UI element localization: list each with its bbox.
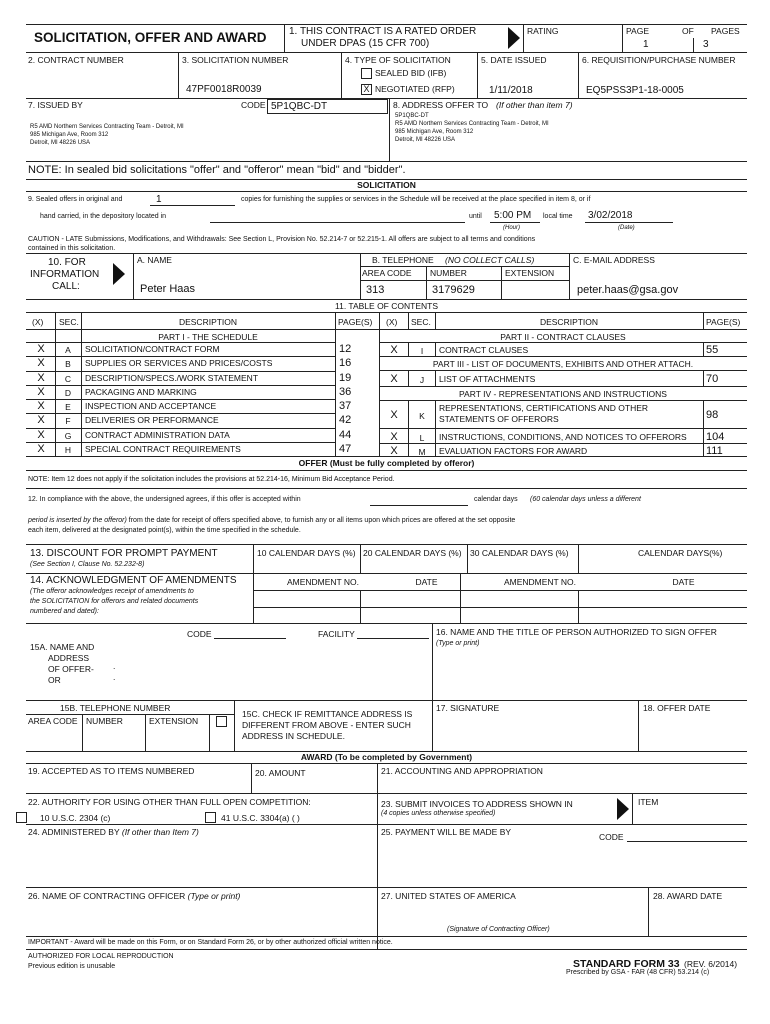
item22-41usc-checkbox[interactable] (205, 812, 216, 823)
toc-row-m-sec: M (418, 447, 426, 457)
item15c-line3: ADDRESS IN SCHEDULE. (242, 731, 345, 741)
code-label: CODE (187, 629, 212, 639)
toc-row-desc: DESCRIPTION/SPECS./WORK STATEMENT (85, 373, 259, 383)
footer-authorized: AUTHORIZED FOR LOCAL REPRODUCTION (28, 953, 174, 960)
date-caption: (Date) (618, 225, 635, 231)
item12-b-note: (60 calendar days unless a different (530, 496, 641, 503)
contact-name: Peter Haas (140, 283, 196, 295)
arrow-right-icon (617, 798, 629, 820)
item15b-area-code: AREA CODE (28, 716, 78, 726)
item18-label: 18. OFFER DATE (643, 703, 711, 713)
toc-row-desc: DELIVERIES OR PERFORMANCE (85, 415, 219, 425)
item15b-extension: EXTENSION (149, 716, 199, 726)
item14-note1: (The offeror acknowledges receipt of amendments to (30, 588, 194, 595)
contract-number-label: 2. CONTRACT NUMBER (28, 55, 124, 65)
extension-label: EXTENSION (505, 268, 555, 278)
item22-10usc: 10 U.S.C. 2304 (c) (40, 813, 111, 823)
item14-note2: the SOLICITATION for offerors and related documents (30, 598, 199, 605)
item23-a: 23. SUBMIT INVOICES TO ADDRESS SHOWN IN (381, 799, 573, 809)
toc-row-desc: PACKAGING AND MARKING (85, 387, 197, 397)
toc-row-mark: X (37, 429, 45, 441)
hour-caption: (Hour) (503, 225, 521, 231)
toc-col-sec-left: SEC. (59, 317, 79, 327)
toc-row-m-page: 111 (706, 445, 723, 457)
issued-by-code: 5P1QBC-DT (267, 99, 388, 114)
item14-label: 14. ACKNOWLEDGMENT OF AMENDMENTS (30, 575, 237, 586)
toc-row-sec: F (65, 416, 71, 426)
item24-label: 24. ADMINISTERED BY (If other than Item 7) (28, 827, 199, 837)
of-label: OF (682, 26, 694, 36)
item25-code-label: CODE (599, 832, 624, 842)
item12-b: calendar days (474, 496, 518, 503)
toc-row-k-page: 98 (706, 409, 719, 421)
toc-row-mark: X (37, 414, 45, 426)
toc-part2: PART II - CONTRACT CLAUSES (500, 332, 626, 342)
requisition-label: 6. REQUISITION/PURCHASE NUMBER (582, 55, 736, 65)
item25-label: 25. PAYMENT WILL BE MADE BY (381, 827, 512, 837)
toc-row-i-mark: X (390, 344, 398, 356)
toc-row-i-page: 55 (706, 344, 719, 356)
item15a-line4: OR (48, 675, 61, 685)
toc-row-page: 42 (339, 414, 352, 426)
item15c-line1: 15C. CHECK IF REMITTANCE ADDRESS IS (242, 709, 413, 719)
toc-row-m-mark: X (390, 445, 398, 457)
solicitation-number-label: 3. SOLICITATION NUMBER (182, 55, 289, 65)
discount-20-days: 20 CALENDAR DAYS (%) (363, 548, 462, 558)
item17-label: 17. SIGNATURE (436, 703, 500, 713)
item16-label: 16. NAME AND THE TITLE OF PERSON AUTHORIZED TO SIGN OFFER (436, 627, 717, 637)
item13-note: (See Section I, Clause No. 52.232-8) (30, 561, 145, 568)
toc-heading: 11. TABLE OF CONTENTS (335, 301, 438, 311)
toc-col-x-left: (X) (32, 317, 44, 327)
rated-order-line2: UNDER DPAS (15 CFR 700) (301, 38, 430, 49)
page-label: PAGE (626, 26, 649, 36)
email-label: C. E-MAIL ADDRESS (573, 255, 655, 265)
toc-row-k-sec: K (419, 411, 425, 421)
item22-41usc: 41 U.S.C. 3304(a) ( ) (221, 813, 300, 823)
amendment-date-header-2: DATE (672, 577, 695, 587)
toc-row-page: 37 (339, 400, 352, 412)
toc-row-j-sec: J (419, 375, 425, 385)
toc-part1: PART I - THE SCHEDULE (158, 332, 258, 342)
toc-row-mark: X (37, 357, 45, 369)
pages-label: PAGES (711, 26, 740, 36)
toc-row-i-sec: I (420, 346, 424, 356)
toc-row-page: 12 (339, 343, 352, 355)
area-code-label: AREA CODE (362, 268, 412, 278)
toc-col-pages-left: PAGE(S) (338, 317, 373, 327)
toc-row-mark: X (37, 386, 45, 398)
footer-form-name: STANDARD FORM 33 (REV. 6/2014) (573, 958, 738, 970)
address-offer-line2: R5 AMD Northern Services Contracting Team - Detroit, MI (395, 121, 549, 127)
toc-row-j-desc: LIST OF ATTACHMENTS (439, 374, 536, 384)
toc-row-j-mark: X (390, 373, 398, 385)
solicitation-heading: SOLICITATION (357, 180, 416, 190)
toc-row-desc: CONTRACT ADMINISTRATION DATA (85, 430, 230, 440)
toc-row-l-mark: X (390, 431, 398, 443)
toc-col-desc-left: DESCRIPTION (178, 317, 238, 327)
item9-copies: 1 (156, 194, 162, 205)
issued-by-label: 7. ISSUED BY (28, 100, 83, 110)
item9-date: 3/02/2018 (588, 210, 633, 221)
toc-row-mark: X (37, 372, 45, 384)
item28-label: 28. AWARD DATE (653, 891, 723, 901)
form-title: SOLICITATION, OFFER AND AWARD (34, 30, 267, 45)
solicitation-number: 47PF0018R0039 (186, 84, 262, 95)
area-code: 313 (366, 284, 385, 296)
negotiated-label: NEGOTIATED (RFP) (375, 84, 455, 94)
toc-row-l-desc: INSTRUCTIONS, CONDITIONS, AND NOTICES TO OFFERORS (439, 432, 687, 442)
footer-previous: Previous edition is unusable (28, 963, 116, 970)
remittance-checkbox[interactable] (216, 716, 227, 727)
facility-label: FACILITY (318, 629, 355, 639)
item27-label: 27. UNITED STATES OF AMERICA (381, 891, 516, 901)
toc-row-sec: C (64, 374, 72, 384)
item15a-line3: OF OFFER- (48, 664, 94, 674)
toc-row-j-page: 70 (706, 373, 719, 385)
item10-label-1: 10. FOR (48, 257, 86, 268)
item22-label: 22. AUTHORITY FOR USING OTHER THAN FULL OPEN COMPETITION: (28, 797, 311, 807)
toc-row-page: 36 (339, 386, 352, 398)
item12-a: 12. In compliance with the above, the undersigned agrees, if this offer is accepted within (28, 496, 301, 503)
toc-row-mark: X (37, 343, 45, 355)
toc-part3: PART III - LIST OF DOCUMENTS, EXHIBITS AND OTHER ATTACH. (432, 359, 694, 369)
bid-note: NOTE: In sealed bid solicitations "offer" and "offeror" mean "bid" and "bidder". (28, 164, 406, 176)
toc-row-sec: G (64, 431, 72, 441)
item10-label-3: CALL: (52, 281, 80, 292)
toc-row-page: 44 (339, 429, 352, 441)
item15b-number: NUMBER (86, 716, 123, 726)
toc-col-desc-right: DESCRIPTION (539, 317, 599, 327)
item15a-dot1: . (113, 661, 116, 671)
item9-text-c: hand carried, in the depository located in (40, 213, 167, 220)
item15b-label: 15B. TELEPHONE NUMBER (60, 703, 171, 713)
toc-row-sec: B (65, 359, 71, 369)
toc-col-sec-right: SEC. (411, 317, 431, 327)
item9-until: until (469, 213, 482, 220)
date-issued: 1/11/2018 (489, 85, 533, 96)
item21-label: 21. ACCOUNTING AND APPROPRIATION (381, 766, 543, 776)
item26-label: 26. NAME OF CONTRACTING OFFICER (Type or print) (28, 891, 241, 901)
name-label: A. NAME (137, 255, 172, 265)
discount-30-days: 30 CALENDAR DAYS (%) (470, 548, 569, 558)
address-offer-line3: 985 Michigan Ave, Room 312 (395, 129, 474, 135)
item9-local-time: local time (543, 213, 573, 220)
item22-10usc-checkbox[interactable] (16, 812, 27, 823)
footer-important: IMPORTANT - Award will be made on this Form, or on Standard Form 26, or by other authorized official written notice. (28, 939, 393, 946)
award-heading: AWARD (To be completed by Government) (300, 752, 473, 762)
item27-signature-caption: (Signature of Contracting Officer) (447, 926, 550, 933)
item15a-dot2: . (113, 672, 116, 682)
address-offer-line4: Detroit, MI 48226 USA (395, 137, 456, 143)
arrow-right-icon (508, 27, 520, 49)
item13-label: 13. DISCOUNT FOR PROMPT PAYMENT (30, 548, 218, 559)
item9-time: 5:00 PM (494, 210, 532, 221)
sealed-bid-label: SEALED BID (IFB) (375, 68, 447, 78)
footer-prescribed: Prescribed by GSA - FAR (48 CFR) 53.214 (c) (566, 969, 710, 976)
arrow-right-icon (113, 263, 125, 285)
toc-row-mark: X (37, 443, 45, 455)
negotiated-checkbox[interactable]: X (361, 84, 372, 95)
toc-row-page: 19 (339, 372, 352, 384)
address-offer-label: 8. ADDRESS OFFER TO (393, 100, 489, 110)
address-offer-line1: 5P1QBC-DT (395, 113, 429, 119)
toc-col-x-right: (X) (386, 317, 398, 327)
item20-label: 20. AMOUNT (255, 768, 306, 778)
toc-row-k-mark: X (390, 409, 398, 421)
item14-note3: numbered and dated): (30, 608, 99, 615)
telephone-label: B. TELEPHONE (372, 255, 434, 265)
toc-row-m-desc: EVALUATION FACTORS FOR AWARD (439, 446, 588, 456)
issued-by-line3: Detroit, MI 48226 USA (30, 140, 91, 146)
amendment-no-header-1: AMENDMENT NO. (286, 577, 360, 587)
amendment-no-header-2: AMENDMENT NO. (503, 577, 577, 587)
toc-row-i-desc: CONTRACT CLAUSES (439, 345, 529, 355)
offer-heading: OFFER (Must be fully completed by offeror) (298, 458, 475, 468)
issued-by-line2: 985 Michigan Ave, Room 312 (30, 132, 109, 138)
item9-text-a: 9. Sealed offers in original and (28, 196, 123, 203)
item12-d: each item, delivered at the designated point(s), within the time specified in the schedule. (28, 527, 301, 534)
item19-label: 19. ACCEPTED AS TO ITEMS NUMBERED (28, 766, 195, 776)
toc-row-mark: X (37, 400, 45, 412)
toc-row-desc: SUPPLIES OR SERVICES AND PRICES/COSTS (85, 358, 273, 368)
page-value: 1 (643, 39, 649, 50)
toc-part4: PART IV - REPRESENTATIONS AND INSTRUCTIONS (459, 389, 667, 399)
issued-by-code-label: CODE (241, 100, 266, 110)
toc-row-desc: SPECIAL CONTRACT REQUIREMENTS (85, 444, 241, 454)
toc-row-desc: INSPECTION AND ACCEPTANCE (85, 401, 217, 411)
number-label: NUMBER (430, 268, 467, 278)
type-of-solicitation-label: 4. TYPE OF SOLICITATION (345, 55, 451, 65)
toc-row-desc: SOLICITATION/CONTRACT FORM (85, 344, 220, 354)
issued-by-line1: R5 AMD Northern Services Contracting Team - Detroit, MI (30, 124, 184, 130)
address-offer-note: (If other than item 7) (496, 100, 573, 110)
toc-row-page: 47 (339, 443, 352, 455)
toc-row-sec: E (65, 402, 71, 412)
toc-row-l-sec: L (419, 433, 425, 443)
item15c-line2: DIFFERENT FROM ABOVE - ENTER SUCH (242, 720, 411, 730)
toc-col-pages-right: PAGE(S) (706, 317, 741, 327)
discount-calendar-days: CALENDAR DAYS(%) (638, 548, 723, 558)
sealed-bid-checkbox[interactable] (361, 68, 372, 79)
rated-order-line1: 1. THIS CONTRACT IS A RATED ORDER (289, 26, 477, 37)
caution-line2: contained in this solicitation. (28, 245, 116, 252)
toc-row-sec: H (64, 445, 72, 455)
offer-note: NOTE: Item 12 does not apply if the solicitation includes the provisions at 52.214-16, Minimum Bid Acceptance Period. (28, 476, 395, 483)
amendment-date-header-1: DATE (415, 577, 438, 587)
item15a-line2: ADDRESS (48, 653, 90, 663)
toc-row-k-desc1: REPRESENTATIONS, CERTIFICATIONS AND OTHER (439, 403, 649, 413)
item9-text-b: copies for furnishing the supplies or services in the Schedule will be received at the place specified in item 8, or if (241, 196, 591, 203)
contact-email[interactable]: peter.haas@gsa.gov (577, 284, 679, 296)
toc-row-k-desc2: STATEMENTS OF OFFERORS (439, 414, 559, 424)
requisition-number: EQ5PSS3P1-18-0005 (586, 85, 684, 96)
item-label: ITEM (638, 797, 659, 807)
toc-row-l-page: 104 (706, 431, 725, 443)
toc-row-sec: A (65, 345, 71, 355)
toc-row-sec: D (64, 388, 72, 398)
telephone-note: (NO COLLECT CALLS) (445, 255, 535, 265)
item10-label-2: INFORMATION (30, 269, 100, 280)
item12-c: period is inserted by the offeror) from the date for receipt of offers specified above, to furnish any or all items upon which prices are offered at the set opposite (28, 517, 516, 524)
item16-note: (Type or print) (436, 640, 480, 647)
item15a-line1: 15A. NAME AND (30, 642, 95, 652)
caution-line1: CAUTION - LATE Submissions, Modifications, and Withdrawals: See Section L, Provision No. 52.214-7 or 52.215-1. All offers are subject to all terms and conditions (28, 236, 536, 243)
rating-label: RATING (527, 26, 559, 36)
item23-b: (4 copies unless otherwise specified) (381, 810, 496, 817)
date-issued-label: 5. DATE ISSUED (481, 55, 547, 65)
pages-value: 3 (703, 39, 709, 50)
discount-10-days: 10 CALENDAR DAYS (%) (257, 548, 356, 558)
phone-number: 3179629 (432, 284, 475, 296)
toc-row-page: 16 (339, 357, 352, 369)
